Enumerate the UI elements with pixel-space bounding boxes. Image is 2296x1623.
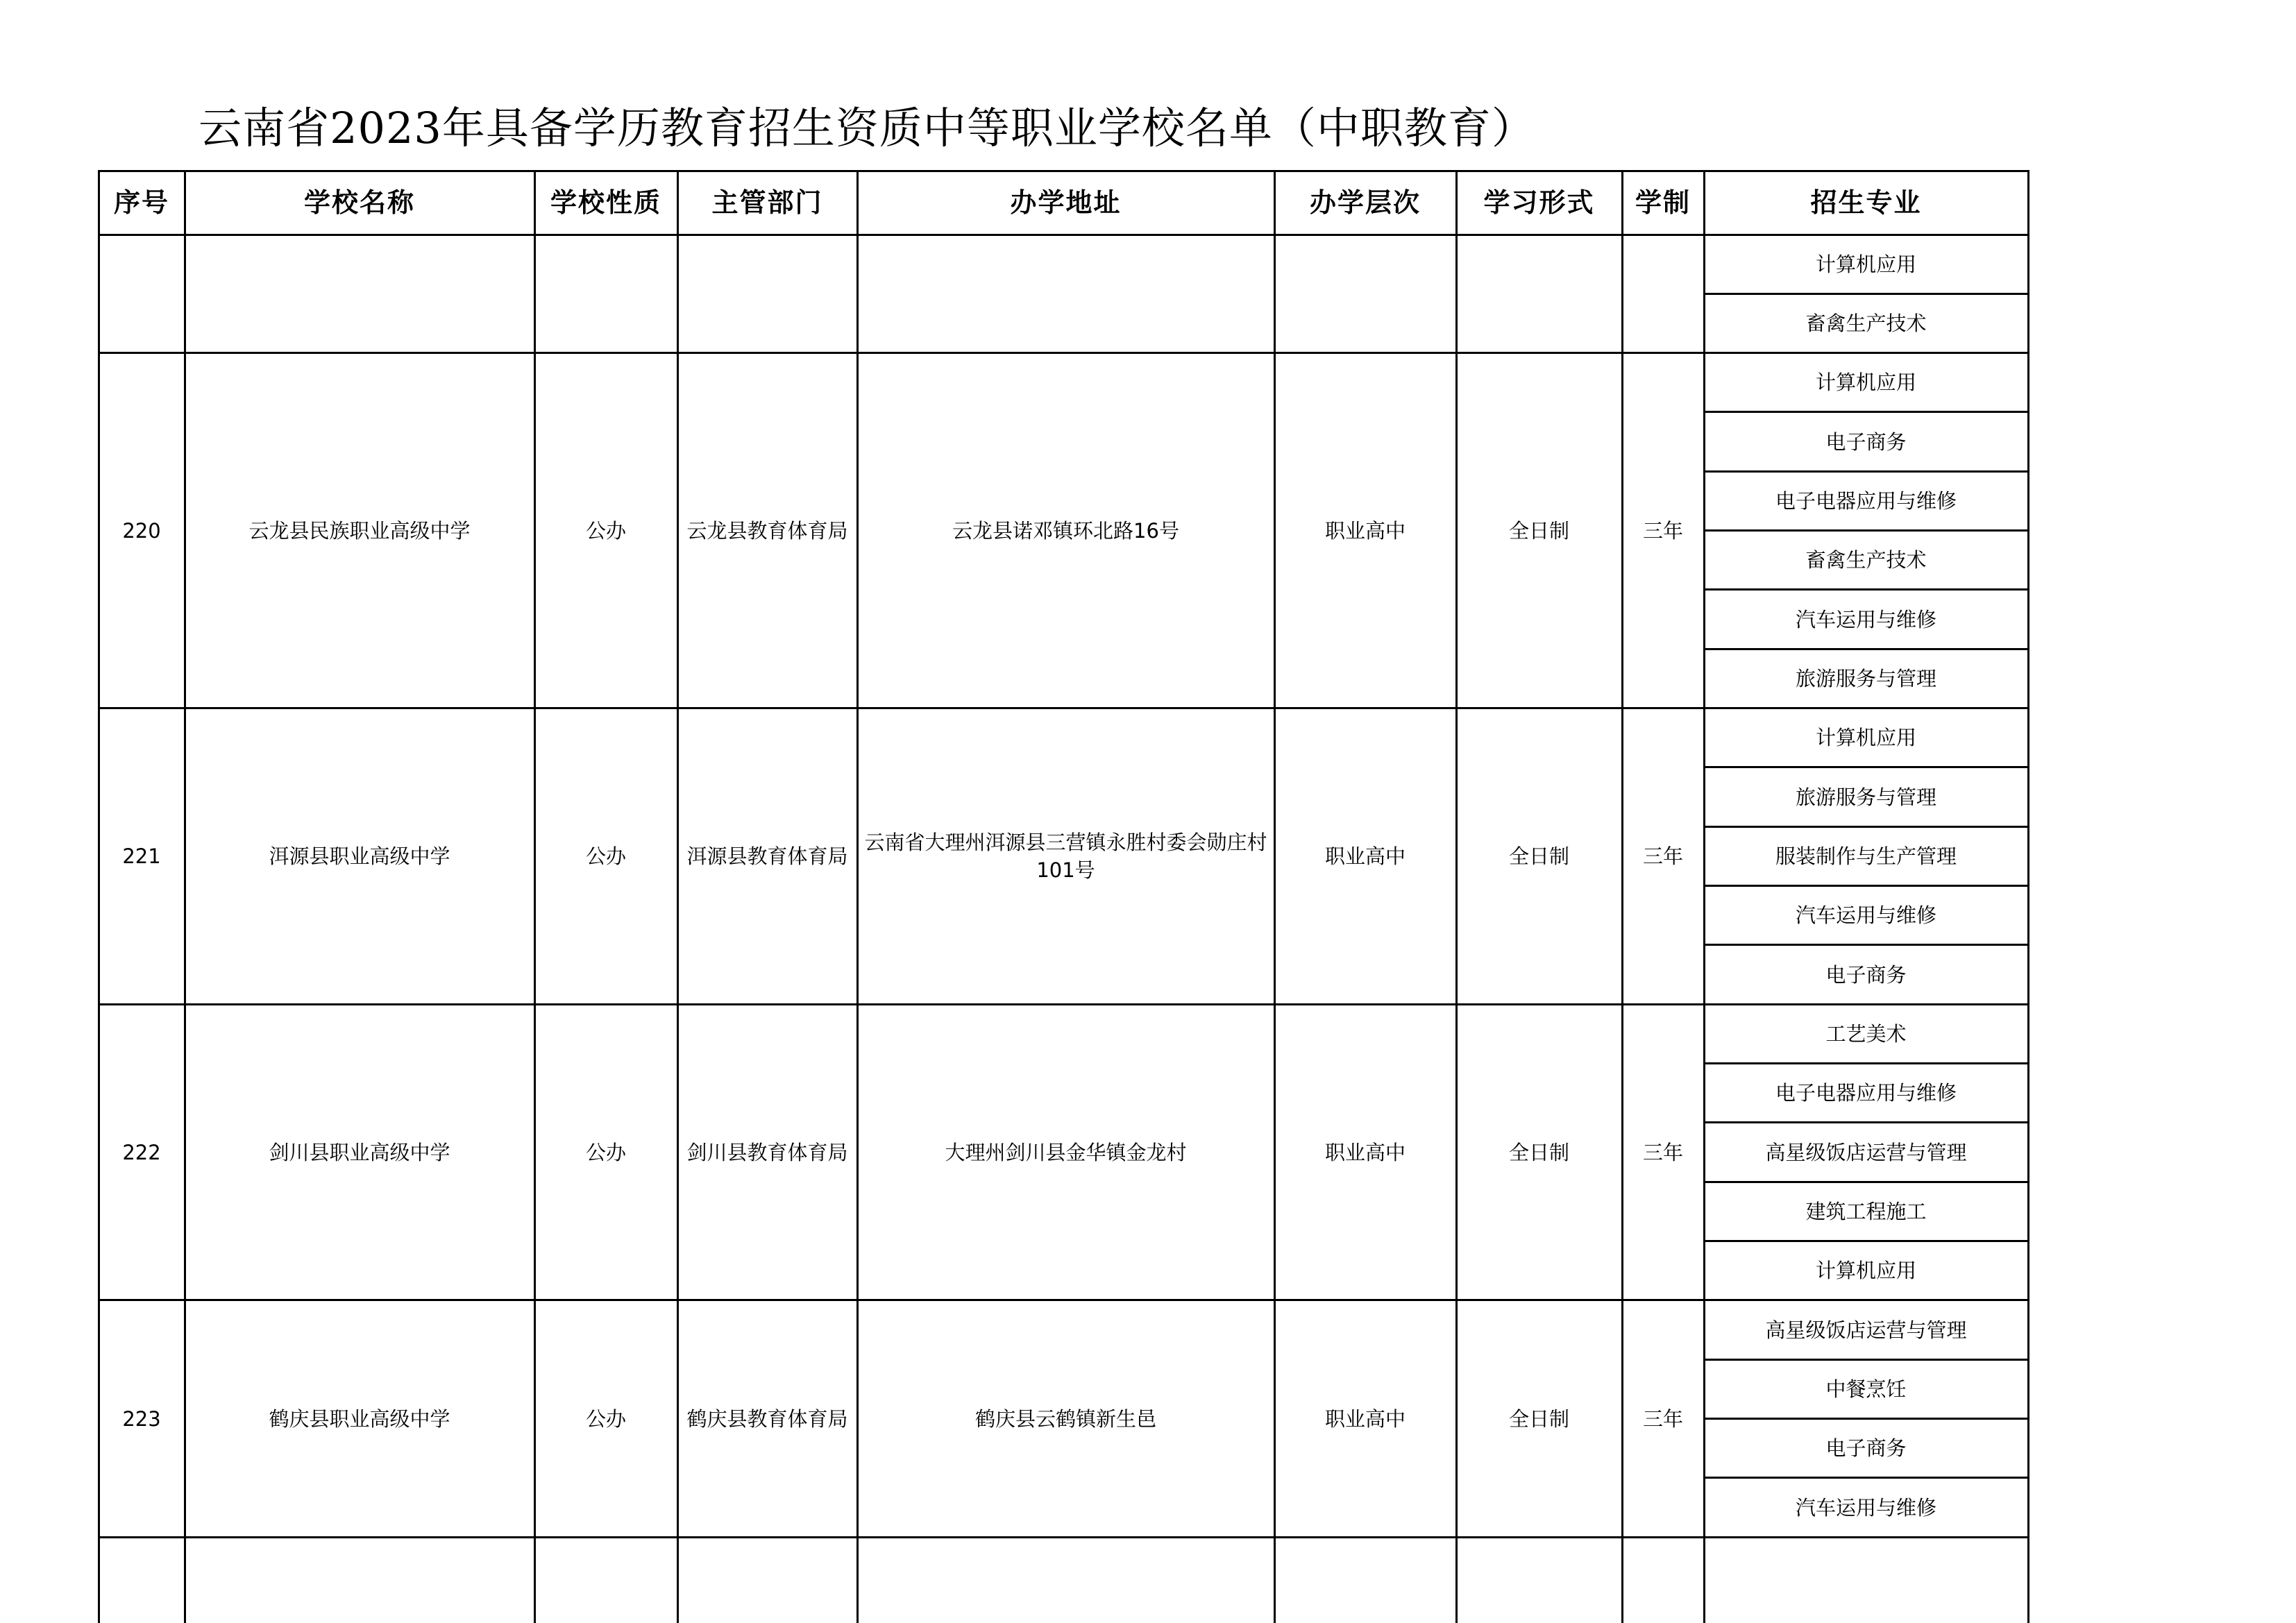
row-duration: 三年 (1642, 1407, 1683, 1431)
row-seq-no (99, 235, 185, 353)
row-school-name: 鹤庆县职业高级中学 (269, 1407, 450, 1431)
row-duration: 三年 (1642, 1140, 1683, 1164)
major-item: 电子电器应用与维修 (1775, 488, 1957, 513)
row-level: 职业高中 (1324, 518, 1406, 543)
row-supervising-dept: 云龙县教育体育局 (686, 518, 848, 543)
major-item: 服装制作与生产管理 (1775, 844, 1957, 868)
major-item: 中餐烹饪 (1825, 1377, 1907, 1401)
row-school-name: 云龙县民族职业高级中学 (248, 518, 471, 543)
row-duration (1622, 235, 1704, 353)
row-study-form: 全日制 (1508, 1407, 1569, 1431)
row-seq-no: 223 (122, 1407, 161, 1431)
major-item: 旅游服务与管理 (1795, 785, 1936, 809)
major-item: 建筑工程施工 (1805, 1199, 1927, 1223)
major-item: 电子商务 (1825, 1436, 1907, 1461)
header-supervising-dept: 主管部门 (711, 187, 823, 218)
major-divider (1703, 1536, 2029, 1538)
row-school-nature (534, 235, 677, 353)
row-level (1274, 235, 1456, 353)
row-seq-no: 220 (122, 518, 161, 543)
row-study-form: 全日制 (1508, 1140, 1569, 1164)
row-supervising-dept: 鹤庆县教育体育局 (686, 1407, 848, 1431)
header-address: 办学地址 (1010, 187, 1122, 218)
row-school-nature: 公办 (585, 844, 626, 868)
row-school-nature: 公办 (585, 518, 626, 543)
major-item: 电子商务 (1825, 430, 1907, 454)
row-address: 鹤庆县云鹤镇新生邑 (974, 1407, 1156, 1431)
major-item: 汽车运用与维修 (1795, 607, 1936, 631)
row-study-form (1456, 235, 1622, 353)
major-item: 畜禽生产技术 (1805, 548, 1927, 572)
row-border (98, 1536, 1705, 1538)
row-school-nature: 公办 (585, 1140, 626, 1164)
row-address: 大理州剑川县金华镇金龙村 (945, 1140, 1187, 1164)
row-level: 职业高中 (1324, 1140, 1406, 1164)
row-school-nature: 公办 (585, 1407, 626, 1431)
major-item: 工艺美术 (1825, 1021, 1907, 1046)
row-supervising-dept (677, 235, 857, 353)
major-item: 汽车运用与维修 (1795, 1495, 1936, 1520)
major-item: 计算机应用 (1815, 371, 1916, 395)
row-duration: 三年 (1642, 844, 1683, 868)
major-item: 汽车运用与维修 (1795, 903, 1936, 928)
major-item: 计算机应用 (1815, 1259, 1916, 1283)
row-supervising-dept: 剑川县教育体育局 (686, 1140, 848, 1164)
row-study-form: 全日制 (1508, 518, 1569, 543)
header-school-nature: 学校性质 (550, 187, 661, 218)
header-study-form: 学习形式 (1483, 187, 1595, 218)
school-list-table (99, 171, 2017, 1623)
header-seq-no: 序号 (113, 187, 169, 218)
major-item: 计算机应用 (1815, 726, 1916, 750)
row-level: 职业高中 (1324, 1407, 1406, 1431)
row-duration: 三年 (1642, 518, 1683, 543)
major-item: 畜禽生产技术 (1805, 311, 1927, 335)
row-supervising-dept: 洱源县教育体育局 (686, 844, 848, 868)
row-study-form: 全日制 (1508, 844, 1569, 868)
row-school-name (185, 235, 534, 353)
header-duration: 学制 (1635, 187, 1691, 218)
major-item: 旅游服务与管理 (1795, 666, 1936, 690)
row-address: 云龙县诺邓镇环北路16号 (952, 518, 1179, 543)
header-level: 办学层次 (1309, 187, 1421, 218)
row-seq-no: 222 (122, 1140, 161, 1164)
major-item: 电子电器应用与维修 (1775, 1081, 1957, 1105)
major-item: 高星级饭店运营与管理 (1765, 1318, 1967, 1342)
header-major: 招生专业 (1810, 187, 1922, 218)
row-level: 职业高中 (1324, 844, 1406, 868)
row-address: 云南省大理州洱源县三营镇永胜村委会勋庄村101号 (864, 830, 1267, 882)
row-seq-no: 221 (122, 844, 161, 868)
header-school-name: 学校名称 (303, 187, 415, 218)
major-item: 计算机应用 (1815, 252, 1916, 276)
row-address (857, 235, 1274, 353)
row-school-name: 洱源县职业高级中学 (269, 844, 450, 868)
major-item: 电子商务 (1825, 962, 1907, 987)
major-item: 高星级饭店运营与管理 (1765, 1140, 1967, 1164)
page-title: 云南省2023年具备学历教育招生资质中等职业学校名单（中职教育） (199, 103, 1535, 153)
row-school-name: 剑川县职业高级中学 (269, 1140, 450, 1164)
